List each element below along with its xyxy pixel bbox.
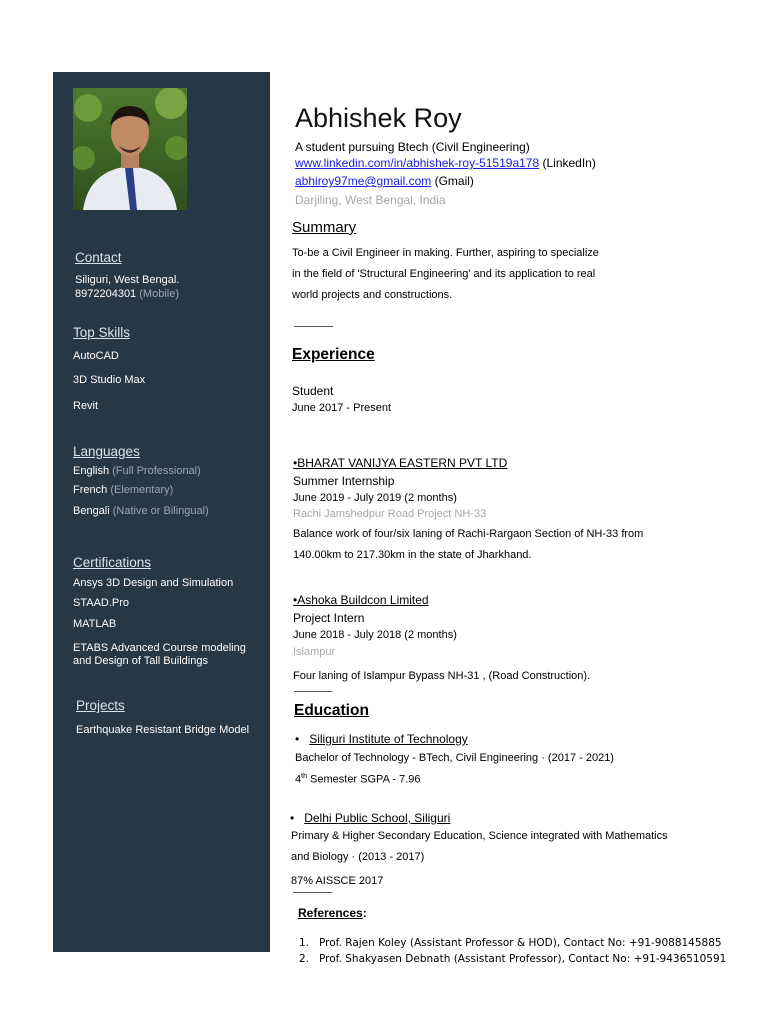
experience-heading: Experience <box>292 346 375 363</box>
top-skills-heading: Top Skills <box>73 325 131 340</box>
reference-text: Prof. Shakyasen Debnath (Assistant Professor), Contact No: +91-9436510591 <box>319 953 727 965</box>
skill-item: Revit <box>73 400 99 412</box>
reference-item <box>299 953 726 965</box>
grade-number: 4 <box>295 773 302 786</box>
education-school: Siliguri Institute of Technology <box>309 732 468 746</box>
email-link[interactable]: abhiroy97me@gmail.com <box>295 174 432 188</box>
profile-photo <box>73 88 187 210</box>
summary-line: world projects and constructions. <box>292 289 453 301</box>
education-heading: Education <box>294 702 369 719</box>
experience-location: Islampur <box>293 646 336 658</box>
contact-address: Siliguri, West Bengal. <box>75 274 180 286</box>
divider <box>293 892 332 893</box>
summary-line: in the field of 'Structural Engineering' and its application to real <box>292 268 596 280</box>
experience-company: •Ashoka Buildcon Limited <box>293 593 429 607</box>
summary-line: To-be a Civil Engineer in making. Further, aspiring to specialize <box>292 247 599 259</box>
education-school: Delhi Public School, Siliguri <box>304 811 451 825</box>
experience-role: Student <box>292 384 334 398</box>
email-line <box>295 174 474 188</box>
experience-dates: June 2018 - July 2018 (2 months) <box>293 629 457 641</box>
references-title: References <box>298 906 363 920</box>
certification-item: STAAD.Pro <box>73 597 130 609</box>
tagline: A student pursuing Btech (Civil Engineering) <box>295 140 530 154</box>
linkedin-label: (LinkedIn) <box>542 156 596 170</box>
language-level: (Elementary) <box>110 484 174 496</box>
reference-number: 2. <box>299 953 310 965</box>
summary-heading: Summary <box>292 219 357 236</box>
candidate-name: Abhishek Roy <box>295 103 462 133</box>
certification-item: MATLAB <box>73 618 117 630</box>
linkedin-link[interactable]: www.linkedin.com/in/abhishek-roy-51519a178 <box>295 156 540 170</box>
education-degree: Primary & Higher Secondary Education, Science integrated with Mathematics <box>291 830 668 842</box>
divider <box>294 326 333 327</box>
language-name: English <box>73 465 110 477</box>
projects-heading: Projects <box>76 698 125 713</box>
language-item <box>73 484 173 496</box>
contact-phone-number: 8972204301 <box>75 288 137 300</box>
education-item <box>295 732 468 746</box>
contact-phone <box>75 288 179 300</box>
language-item <box>73 465 201 477</box>
language-level: (Full Professional) <box>112 465 201 477</box>
experience-desc: Balance work of four/six laning of Rachi-Rargaon Section of NH-33 from <box>293 528 644 540</box>
certifications-heading: Certifications <box>73 555 152 570</box>
experience-role: Summer Internship <box>293 474 395 488</box>
certification-item: ETABS Advanced Course modeling <box>73 642 246 654</box>
language-item <box>73 505 209 517</box>
skill-item: AutoCAD <box>73 350 119 362</box>
reference-text: Prof. Rajen Koley (Assistant Professor & HOD), Contact No: +91-9088145885 <box>319 937 722 949</box>
contact-heading: Contact <box>75 250 122 265</box>
references-heading <box>298 906 367 920</box>
experience-desc: 140.00km to 217.30km in the state of Jharkhand. <box>293 549 532 561</box>
certification-item: and Design of Tall Buildings <box>73 655 208 667</box>
education-grade: 87% AISSCE 2017 <box>291 875 384 887</box>
references-colon: : <box>362 906 367 920</box>
experience-location: Rachi Jamshedpur Road Project NH-33 <box>293 508 487 520</box>
experience-desc: Four laning of Islampur Bypass NH-31 , (Road Construction). <box>293 670 591 682</box>
education-item <box>290 811 450 825</box>
experience-dates: June 2019 - July 2019 (2 months) <box>293 492 457 504</box>
language-name: French <box>73 484 108 496</box>
experience-company: •BHARAT VANIJYA EASTERN PVT LTD <box>293 456 508 470</box>
grade-text: Semester SGPA - 7.96 <box>306 773 421 786</box>
contact-phone-label: (Mobile) <box>139 288 179 300</box>
language-name: Bengali <box>73 505 110 517</box>
reference-item <box>299 937 722 949</box>
language-level: (Native or Bilingual) <box>112 505 209 517</box>
bullet: • <box>295 732 300 746</box>
project-item: Earthquake Resistant Bridge Model <box>76 724 250 736</box>
certification-item: Ansys 3D Design and Simulation <box>73 577 234 589</box>
languages-heading: Languages <box>73 444 140 459</box>
education-grade <box>295 773 420 786</box>
education-degree: Bachelor of Technology - BTech, Civil Engineering · (2017 - 2021) <box>295 752 614 764</box>
bullet: • <box>290 811 295 825</box>
location: Darjiling, West Bengal, India <box>295 193 446 207</box>
email-label: (Gmail) <box>434 174 474 188</box>
education-degree: and Biology · (2013 - 2017) <box>291 851 425 863</box>
experience-dates: June 2017 - Present <box>292 402 392 414</box>
linkedin-line <box>295 156 596 170</box>
skill-item: 3D Studio Max <box>73 374 146 386</box>
reference-number: 1. <box>299 937 310 949</box>
experience-role: Project Intern <box>293 611 365 625</box>
grade-suffix: th <box>301 773 307 780</box>
divider <box>294 691 332 692</box>
